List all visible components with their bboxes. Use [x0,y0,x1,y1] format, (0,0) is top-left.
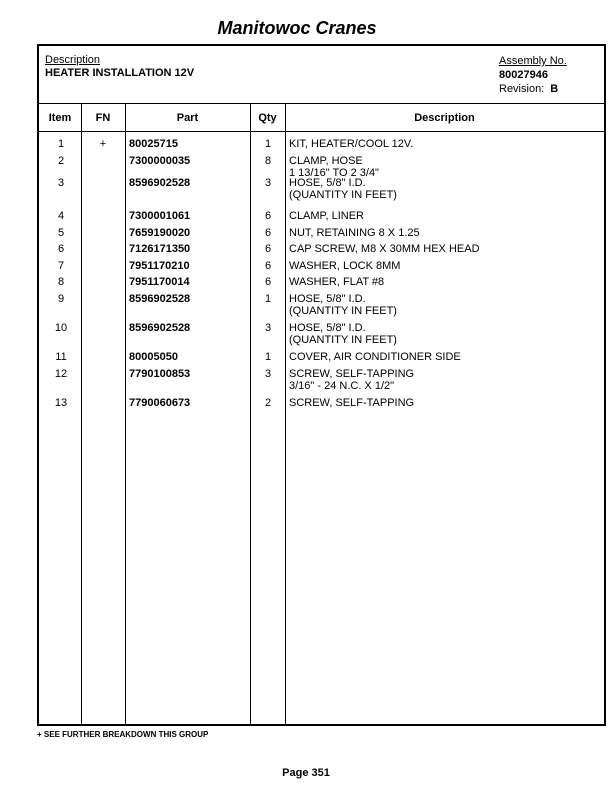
item-cell: 2 [57,155,65,167]
parts-list-frame [37,44,606,726]
part-number-cell: 8596902528 [129,293,191,305]
quantity-cell: 6 [264,260,272,272]
description-cell [289,397,414,409]
description-cell [289,351,461,363]
revision-label: Revision: [499,83,545,95]
description-line: CLAMP, LINER [289,210,364,222]
description-cell [289,177,397,201]
quantity-cell: 3 [264,368,272,380]
description-label: Description [45,54,101,66]
description-cell [289,260,400,272]
page-title: Manitowoc Cranes [217,18,377,38]
column-divider [250,104,251,724]
item-cell: 11 [55,351,67,363]
column-divider [125,104,126,724]
item-cell: 3 [57,177,65,189]
description-cell [289,227,420,239]
description-cell [289,138,413,150]
quantity-cell: 3 [264,322,272,334]
description-cell [289,276,384,288]
item-cell: 10 [54,322,68,334]
description-line: HOSE, 5/8" I.D. [289,322,366,334]
description-cell [289,243,480,255]
part-number-cell: 8596902528 [129,177,191,189]
revision-value: B [550,83,559,95]
column-divider [285,104,286,724]
part-number-cell: 80005050 [129,351,178,363]
description-line: 1 13/16" TO 2 3/4" [289,167,379,179]
page-number: Page 351 [282,767,330,779]
item-cell: 5 [57,227,65,239]
fn-cell: + [99,138,107,150]
description-line: (QUANTITY IN FEET) [289,305,397,317]
description-cell [289,210,364,222]
quantity-cell: 8 [264,155,272,167]
column-header-item: Item [48,112,72,124]
part-number-cell: 7300000035 [129,155,191,167]
quantity-cell: 1 [264,138,272,150]
description-line: COVER, AIR CONDITIONER SIDE [289,351,461,363]
quantity-cell: 2 [264,397,272,409]
item-cell: 4 [57,210,65,222]
column-header-qty: Qty [258,112,277,124]
quantity-cell: 6 [264,227,272,239]
description-line: (QUANTITY IN FEET) [289,189,397,201]
part-number-cell: 7951170210 [129,260,190,272]
assembly-label: Assembly No. [499,55,567,67]
quantity-cell: 1 [264,293,272,305]
description-line: HOSE, 5/8" I.D. [289,177,366,189]
column-header-description: Description [414,112,475,124]
description-line: SCREW, SELF-TAPPING [289,368,415,380]
quantity-cell: 6 [264,243,272,255]
description-cell [289,155,379,179]
description-line: CLAMP, HOSE [289,155,363,167]
quantity-cell: 3 [264,177,272,189]
description-line: KIT, HEATER/COOL 12V. [289,138,414,150]
assembly-header [39,46,604,104]
description-block [45,54,194,80]
column-divider [81,104,82,724]
assembly-block [499,54,567,96]
description-value: HEATER INSTALLATION 12V [45,67,195,79]
column-header-fn: FN [95,112,111,124]
revision-line [499,82,567,96]
item-cell: 7 [57,260,65,272]
assembly-number: 80027946 [499,69,548,81]
description-line: SCREW, SELF-TAPPING [289,397,415,409]
quantity-cell: 1 [264,351,272,363]
part-number-cell: 7126171350 [129,243,191,255]
part-number-cell: 7790100853 [129,368,191,380]
item-cell: 8 [57,276,65,288]
quantity-cell: 6 [264,210,272,222]
column-header-part: Part [176,112,199,124]
part-number-cell: 80025715 [129,138,178,150]
description-cell [289,293,397,317]
item-cell: 12 [54,368,68,380]
part-number-cell: 8596902528 [129,322,191,334]
description-line: NUT, RETAINING 8 X 1.25 [289,227,420,239]
footnote: + SEE FURTHER BREAKDOWN THIS GROUP [37,730,209,739]
item-cell: 9 [57,293,65,305]
description-line: WASHER, LOCK 8MM [289,260,401,272]
description-line: CAP SCREW, M8 X 30MM HEX HEAD [289,243,480,255]
part-number-cell: 7951170014 [129,276,190,288]
quantity-cell: 6 [264,276,272,288]
description-cell [289,322,397,346]
part-number-cell: 7300001061 [129,210,191,222]
description-cell [289,368,414,392]
description-line: WASHER, FLAT #8 [289,276,385,288]
description-line: (QUANTITY IN FEET) [289,334,397,346]
item-cell: 6 [57,243,65,255]
description-line: HOSE, 5/8" I.D. [289,293,366,305]
column-header-row [39,104,604,132]
item-cell: 13 [54,397,68,409]
item-cell: 1 [57,138,65,150]
description-line: 3/16" - 24 N.C. X 1/2" [289,380,395,392]
part-number-cell: 7790060673 [129,397,191,409]
part-number-cell: 7659190020 [129,227,191,239]
